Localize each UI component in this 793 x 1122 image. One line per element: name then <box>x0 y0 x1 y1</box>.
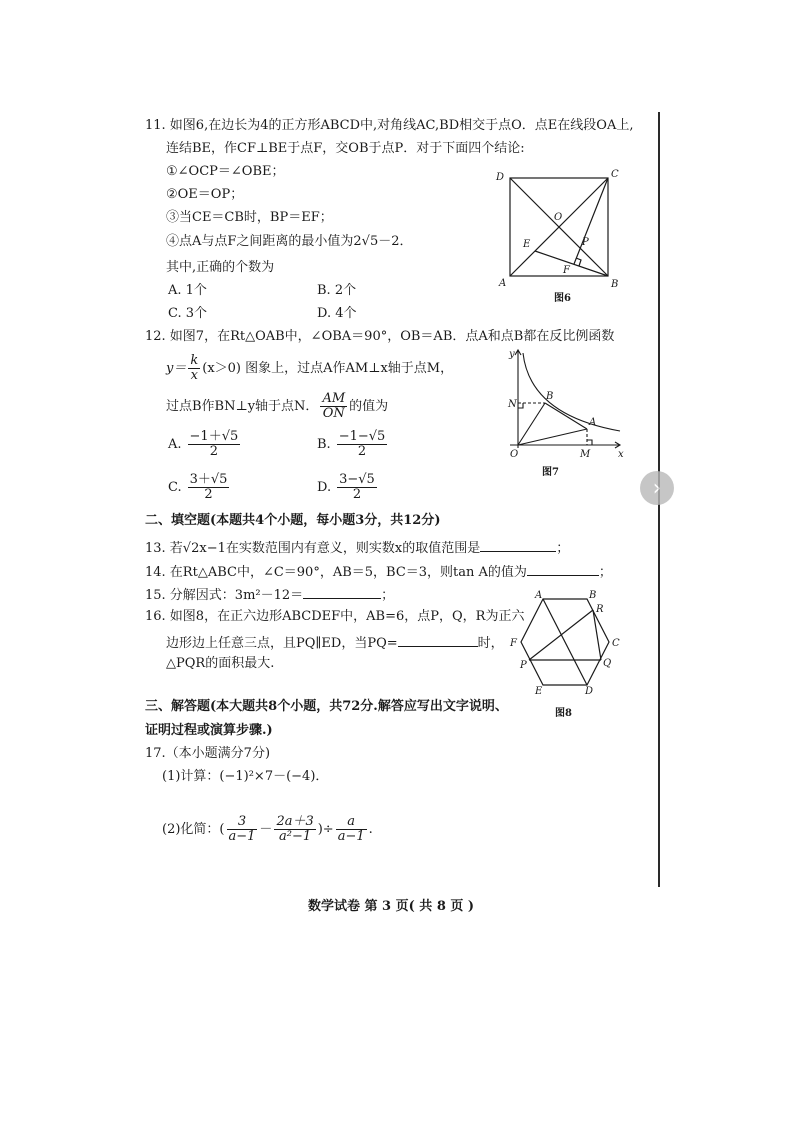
q12-fn-tail: (x＞0) 图象上，过点A作AM⊥x轴于点M， <box>202 361 454 376</box>
figure-6-caption: 图6 <box>554 293 571 304</box>
q16-line2 <box>166 632 504 653</box>
q16-line2-head: 边形边上任意三点，且PQ∥ED，当PQ= <box>166 636 398 651</box>
q16-answer-blank[interactable] <box>398 632 478 647</box>
q12-opt-d-num: 3−√5 <box>339 472 375 487</box>
q12-line3-text: 过点B作BN⊥y轴于点N． <box>166 399 319 414</box>
q11-conclusion-4: ④点A与点F之间距离的最小值为2√5－2． <box>166 234 413 249</box>
label-a: A <box>589 417 597 428</box>
q11-option-d: D. 4个 <box>317 306 357 321</box>
section-2-heading: 二、填空题(本题共4个小题，每小题3分，共12分) <box>145 513 441 528</box>
q16-line2-tail: 时， <box>477 636 504 651</box>
q17-frac-3-den: a−1 <box>337 829 365 844</box>
label-r: R <box>596 604 604 615</box>
q12-opt-d-den: 2 <box>352 487 362 502</box>
q11-option-b: B. 2个 <box>317 283 357 298</box>
q13-tail: ； <box>556 541 570 556</box>
q13 <box>145 537 569 558</box>
label-q: Q <box>603 658 612 669</box>
q12-fn-num: k <box>190 353 199 368</box>
q12-option-a <box>168 429 242 461</box>
q12-line1: 12. 如图7，在Rt△OAB中，∠OBA＝90°，OB＝AB．点A和点B都在反比例函数 <box>145 329 615 344</box>
label-f: F <box>510 638 517 649</box>
q12-option-c <box>168 472 231 504</box>
segment-ab <box>545 403 587 429</box>
figure-8 <box>505 588 630 720</box>
q15-tail: ； <box>381 588 395 603</box>
q12-opt-a-num: −1＋√5 <box>189 429 239 444</box>
label-e: E <box>523 239 531 250</box>
q12-opt-b-den: 2 <box>357 444 367 459</box>
q11-option-c: C. 3个 <box>168 306 208 321</box>
label-c: C <box>611 169 619 180</box>
q17-frac-3-num: a <box>336 815 367 830</box>
q17-part1: (1)计算：(−1)²×7－(−4)． <box>162 769 329 784</box>
q12-opt-b-frac <box>337 430 388 459</box>
label-y: y <box>509 349 515 360</box>
label-a: A <box>535 590 543 601</box>
label-a: A <box>499 278 507 289</box>
q12-opt-a-den: 2 <box>209 444 219 459</box>
label-b: B <box>611 279 619 290</box>
q15-answer-blank[interactable] <box>303 584 381 599</box>
q12-function-line <box>166 354 453 384</box>
right-angle-n <box>518 403 523 408</box>
q17-frac-2-num: 2a＋3 <box>276 814 314 829</box>
q16-line1: 16. 如图8，在正六边形ABCDEF中，AB=6，点P，Q，R为正六 <box>145 609 525 624</box>
q12-opt-a-frac <box>188 430 241 459</box>
figure-7-caption: 图7 <box>542 467 559 478</box>
q17-end: . <box>368 822 373 837</box>
chevron-right-icon: › <box>652 475 662 501</box>
figure-6 <box>490 165 630 305</box>
label-o: O <box>554 212 563 223</box>
segment-oa <box>518 429 587 445</box>
q12-opt-c-frac <box>188 473 230 502</box>
q11-line2: 连结BE，作CF⊥BE于点F，交OB于点P．对于下面四个结论: <box>166 141 525 156</box>
q12-opt-c-label: C. <box>168 480 182 495</box>
q12-option-b <box>317 429 389 461</box>
right-angle-m <box>587 440 592 445</box>
label-n: N <box>508 399 517 410</box>
q17-divide: )÷ <box>317 822 334 837</box>
label-m: M <box>580 449 591 460</box>
q17-frac-1-den: a−1 <box>228 829 256 844</box>
q11-line1: 11. 如图6,在边长为4的正方形ABCD中,对角线AC,BD相交于点O．点E在线段OA上, <box>145 118 634 133</box>
q12-opt-c-num: 3＋√5 <box>189 472 228 487</box>
label-c: C <box>612 638 620 649</box>
q15 <box>145 584 394 605</box>
q17-frac-2 <box>274 815 315 844</box>
q11-option-a: A. 1个 <box>168 283 207 298</box>
label-d: D <box>496 172 505 183</box>
q11-conclusion-3: ③当CE＝CB时，BP＝EF； <box>166 210 333 225</box>
section-3-heading-line1: 三、解答题(本大题共8个小题，共72分.解答应写出文字说明、 <box>145 699 508 714</box>
next-page-button[interactable] <box>640 471 674 505</box>
q11-conclusion-2: ②OE＝OP； <box>166 187 244 202</box>
q12-ratio-num: AM <box>322 391 346 406</box>
label-f: F <box>563 265 570 276</box>
label-o: O <box>510 449 519 460</box>
q12-opt-a-label: A. <box>168 437 182 452</box>
q14-answer-blank[interactable] <box>527 561 599 576</box>
figure-8-caption: 图8 <box>555 708 572 719</box>
q12-option-d <box>317 472 379 504</box>
q17-part2 <box>162 814 373 846</box>
q12-opt-b-label: B. <box>317 437 331 452</box>
q14-tail: ； <box>598 565 612 580</box>
q12-line3 <box>166 392 388 422</box>
q12-ratio-den: ON <box>322 406 345 421</box>
q11-conclusion-1: ①∠OCP＝∠OBE； <box>166 164 285 179</box>
q17-frac-3 <box>336 815 367 844</box>
label-e: E <box>535 686 543 697</box>
label-d: D <box>585 686 594 697</box>
q12-opt-b-num: −1−√5 <box>338 429 386 444</box>
segment-be <box>535 251 608 276</box>
q16-line3: △PQR的面积最大. <box>166 656 275 671</box>
segment-ad <box>543 599 587 685</box>
q12-opt-d-frac <box>337 473 377 502</box>
q12-ratio-tail: 的值为 <box>349 399 389 414</box>
q17-frac-1 <box>227 815 258 844</box>
segment-cf <box>574 178 608 264</box>
label-b: B <box>546 391 554 402</box>
q12-fn-fraction <box>188 354 200 383</box>
label-b: B <box>589 590 597 601</box>
q12-opt-c-den: 2 <box>204 487 213 502</box>
q12-ratio <box>320 392 347 421</box>
q13-text: 13. 若√2x−1在实数范围内有意义，则实数x的取值范围是 <box>145 541 481 556</box>
segment-ob <box>518 403 545 445</box>
q14-text: 14. 在Rt△ABC中，∠C＝90°，AB＝5，BC＝3，则tan A的值为 <box>145 565 527 580</box>
q17-minus: － <box>259 822 273 837</box>
q13-answer-blank[interactable] <box>480 537 556 552</box>
q12-fn-y: y＝ <box>166 361 187 376</box>
label-x: x <box>618 449 624 460</box>
section-3-heading-line2: 证明过程或演算步骤.) <box>145 723 273 738</box>
label-p: P <box>582 237 589 248</box>
q15-text: 15. 分解因式：3m²－12＝ <box>145 588 304 603</box>
q12-opt-d-label: D. <box>317 480 332 495</box>
q14 <box>145 561 612 582</box>
label-p: P <box>520 660 527 671</box>
q17-part2-label: (2)化简：( <box>162 822 225 837</box>
q12-fn-den: x <box>190 368 198 383</box>
figure-7 <box>500 345 635 480</box>
q17-frac-2-den: a²−1 <box>279 829 312 844</box>
q17-frac-1-num: 3 <box>227 815 258 830</box>
q11-prompt: 其中,正确的个数为 <box>166 260 275 275</box>
q17-header: 17.（本小题满分7分) <box>145 746 271 761</box>
page-footer: 数学试卷 第 3 页( 共 8 页 ) <box>308 899 475 914</box>
